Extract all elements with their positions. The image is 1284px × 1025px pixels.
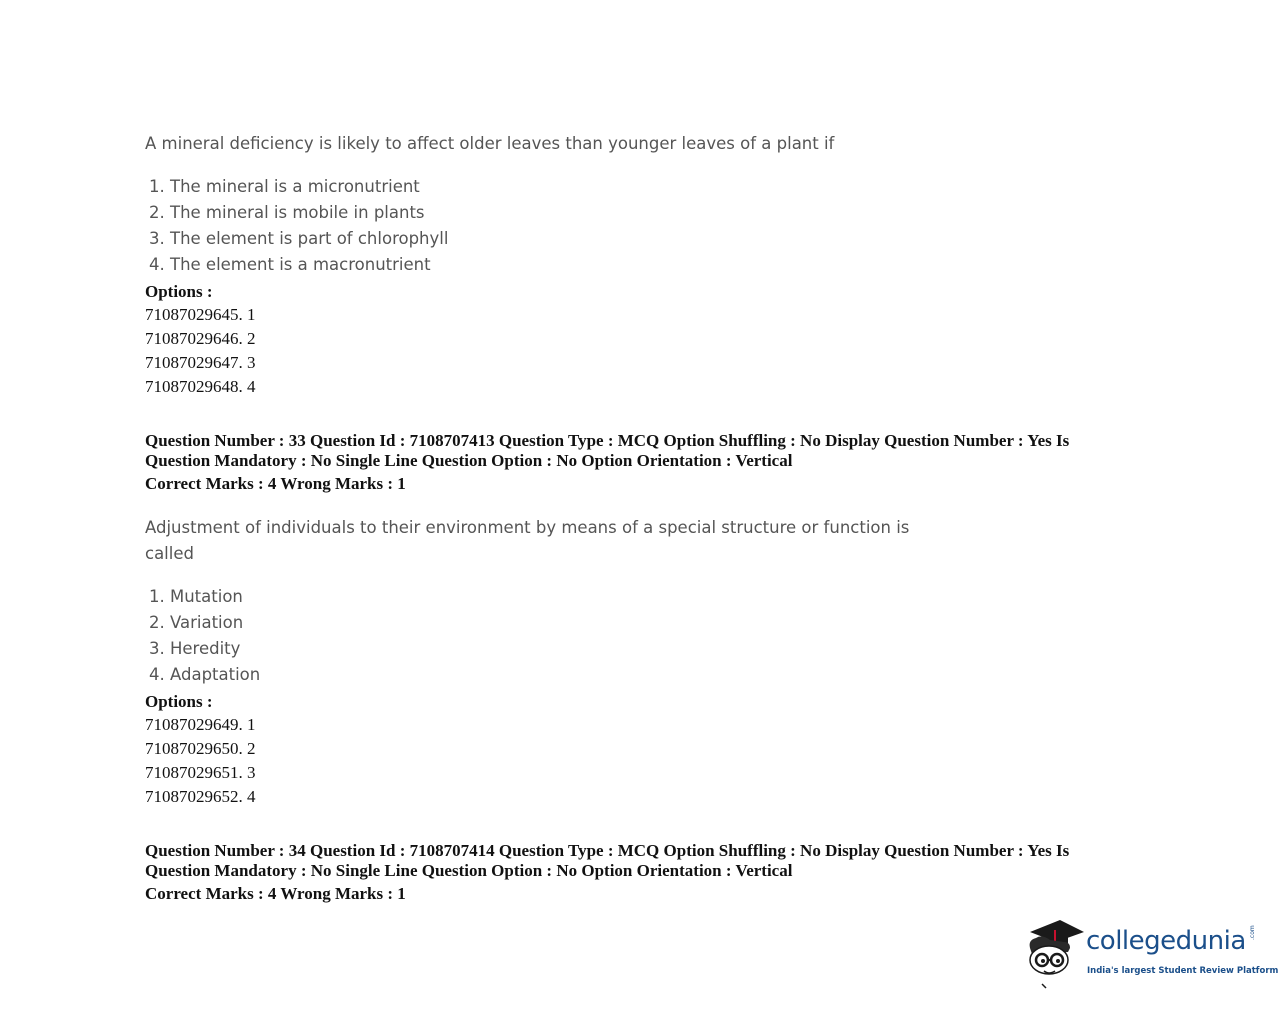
option-id: 71087029647. 3 (145, 353, 256, 372)
option-id: 71087029652. 4 (145, 787, 256, 806)
option-id: 71087029648. 4 (145, 377, 256, 396)
question-meta: Question Number : 34 Question Id : 7108707414 Question Type : MCQ Option Shuffling : No Display Question Number : Yes Is Question Mandatory : No Single Line Question Option : No Option Orientation : Vertical (145, 841, 1070, 880)
options-heading: Options : (145, 282, 213, 301)
option-id: 71087029650. 2 (145, 739, 256, 758)
question-text-continued: called (145, 544, 194, 563)
logo-tagline: India's largest Student Review Platform (1087, 966, 1279, 976)
student-mascot-icon (1024, 918, 1086, 990)
question-marks: Correct Marks : 4 Wrong Marks : 1 (145, 884, 406, 903)
options-heading: Options : (145, 692, 213, 711)
answer-choice: 2. Variation (149, 613, 244, 632)
answer-choice: 3. The element is part of chlorophyll (149, 229, 449, 248)
option-id: 71087029649. 1 (145, 715, 256, 734)
logo-wordmark: collegedunia (1086, 926, 1246, 956)
answer-choice: 3. Heredity (149, 639, 241, 658)
answer-choice: 1. The mineral is a micronutrient (149, 177, 420, 196)
question-marks: Correct Marks : 4 Wrong Marks : 1 (145, 474, 406, 493)
question-text: Adjustment of individuals to their environment by means of a special structure or function is (145, 518, 910, 537)
answer-choice: 1. Mutation (149, 587, 243, 606)
logo-domain-suffix: .com (1249, 925, 1256, 940)
option-id: 71087029651. 3 (145, 763, 256, 782)
option-id: 71087029646. 2 (145, 329, 256, 348)
answer-choice: 4. Adaptation (149, 665, 261, 684)
question-text: A mineral deficiency is likely to affect older leaves than younger leaves of a plant if (145, 134, 835, 153)
answer-choice: 4. The element is a macronutrient (149, 255, 431, 274)
answer-choice: 2. The mineral is mobile in plants (149, 203, 425, 222)
question-meta: Question Number : 33 Question Id : 7108707413 Question Type : MCQ Option Shuffling : No Display Question Number : Yes Is Question Mandatory : No Single Line Question Option : No Option Orientation : Vertical (145, 431, 1070, 470)
option-id: 71087029645. 1 (145, 305, 256, 324)
collegedunia-logo (1024, 918, 1279, 990)
